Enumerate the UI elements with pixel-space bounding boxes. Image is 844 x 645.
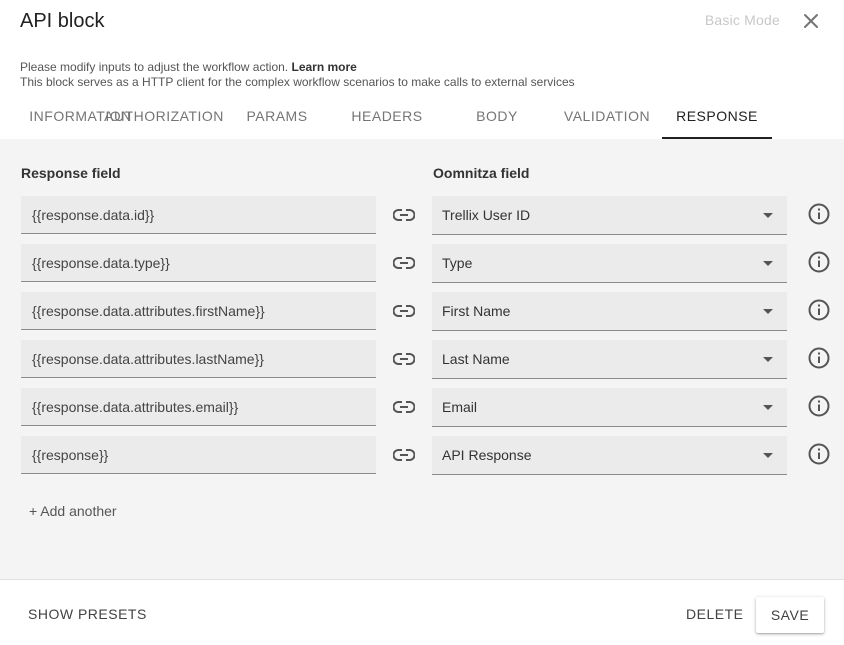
response-field-input[interactable]: {{response}} [21,436,376,474]
chevron-down-icon [763,261,773,266]
chevron-down-icon [763,357,773,362]
oomnitza-field-value: Trellix User ID [442,207,531,223]
mapping-row [0,244,844,282]
oomnitza-field-value: Type [442,255,473,271]
link-icon [393,204,415,226]
oomnitza-field-value: Email [442,399,478,415]
chevron-down-icon [763,309,773,314]
oomnitza-field-select[interactable] [432,388,787,427]
link-icon [393,252,415,274]
basic-mode-toggle[interactable]: Basic Mode [704,12,780,28]
dialog-title: API block [20,10,105,32]
info-icon[interactable] [808,347,830,369]
link-icon [393,396,415,418]
mapping-row [0,292,844,330]
chevron-down-icon [763,453,773,458]
oomnitza-field-value: API Response [442,447,532,463]
link-icon [393,444,415,466]
tab-body[interactable]: BODY [476,107,518,124]
tab-response[interactable]: RESPONSE [662,92,772,139]
link-icon [393,300,415,322]
oomnitza-field-select[interactable] [432,340,787,379]
description [20,60,575,90]
chevron-down-icon [763,405,773,410]
oomnitza-field-select[interactable] [432,244,787,283]
info-icon[interactable] [808,203,830,225]
oomnitza-field-header: Oomnitza field [433,165,530,181]
chevron-down-icon [763,213,773,218]
info-icon[interactable] [808,251,830,273]
mapping-row [0,436,844,474]
tab-params[interactable]: PARAMS [246,107,308,124]
show-presets-button[interactable]: SHOW PRESETS [28,606,147,622]
tab-bar [0,92,844,139]
info-icon[interactable] [808,395,830,417]
response-field-input[interactable]: {{response.data.type}} [21,244,376,282]
response-field-input[interactable]: {{response.data.attributes.lastName}} [21,340,376,378]
mapping-row [0,340,844,378]
response-field-input[interactable]: {{response.data.attributes.email}} [21,388,376,426]
tab-information[interactable]: INFORMATION [29,107,132,124]
info-icon[interactable] [808,443,830,465]
mapping-row [0,388,844,426]
oomnitza-field-value: First Name [442,303,511,319]
description-detail: This block serves as a HTTP client for the complex workflow scenarios to make calls to external services [20,75,575,89]
link-icon [393,348,415,370]
info-icon[interactable] [808,299,830,321]
oomnitza-field-value: Last Name [442,351,510,367]
response-mapping-panel [0,139,844,579]
oomnitza-field-select[interactable] [432,436,787,475]
response-field-input[interactable]: {{response.data.attributes.firstName}} [21,292,376,330]
tab-authorization[interactable]: AUTHORIZATION [104,107,224,124]
close-icon[interactable] [800,10,822,32]
tab-headers[interactable]: HEADERS [351,107,423,124]
response-field-input[interactable]: {{response.data.id}} [21,196,376,234]
tab-validation[interactable]: VALIDATION [563,107,651,124]
learn-more-link[interactable]: Learn more [291,60,357,74]
add-another-button[interactable]: + Add another [29,503,117,519]
mapping-row [0,196,844,234]
response-field-header: Response field [21,165,121,181]
dialog-footer [0,579,844,645]
save-button[interactable]: SAVE [756,597,824,633]
oomnitza-field-select[interactable] [432,196,787,235]
description-text: Please modify inputs to adjust the workflow action. [20,60,289,74]
delete-button[interactable]: DELETE [686,606,744,622]
oomnitza-field-select[interactable] [432,292,787,331]
